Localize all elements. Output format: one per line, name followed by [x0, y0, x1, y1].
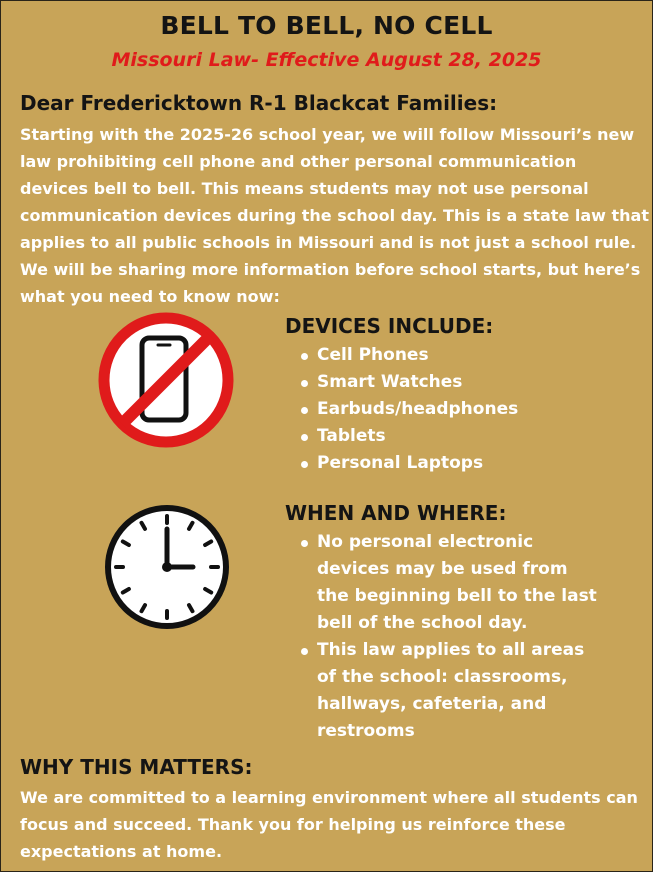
intro-line: what you need to know now:: [20, 287, 280, 306]
page-subtitle: Missouri Law- Effective August 28, 2025: [111, 49, 542, 71]
intro-line: devices bell to bell. This means students may not use personal: [20, 179, 589, 198]
intro-line: law prohibiting cell phone and other personal communication: [20, 152, 577, 171]
intro-line: communication devices during the school day. This is a state law that: [20, 206, 649, 225]
why-line: focus and succeed. Thank you for helping us reinforce these: [20, 815, 566, 834]
intro-line: applies to all public schools in Missouri and is not just a school rule.: [20, 233, 637, 252]
list-item: Smart Watches: [300, 369, 518, 396]
why-line: expectations at home.: [20, 842, 223, 861]
why-title: WHY THIS MATTERS:: [20, 755, 253, 779]
list-item: Earbuds/headphones: [300, 396, 518, 423]
intro-paragraph: [20, 121, 650, 310]
list-item: Cell Phones: [300, 342, 518, 369]
list-item: [300, 637, 597, 745]
list-item: Tablets: [300, 423, 518, 450]
greeting: Dear Fredericktown R-1 Blackcat Families:: [20, 91, 498, 115]
list-item-line: This law applies to all areas: [317, 640, 585, 660]
when-where-list: [300, 529, 597, 745]
page-title: BELL TO BELL, NO CELL: [160, 11, 493, 40]
list-item: [300, 529, 597, 637]
no-phone-icon: [96, 310, 236, 450]
list-item-line: bell of the school day.: [317, 613, 528, 633]
when-where-title: WHEN AND WHERE:: [285, 501, 507, 525]
list-item-line: No personal electronic: [317, 532, 534, 552]
list-item-line: the beginning bell to the last: [317, 586, 597, 606]
list-item-line: restrooms: [317, 721, 415, 741]
devices-title: DEVICES INCLUDE:: [285, 314, 494, 338]
list-item: Personal Laptops: [300, 450, 518, 477]
devices-list: [300, 342, 518, 477]
why-paragraph: [20, 784, 650, 865]
intro-line: We will be sharing more information before school starts, but here’s: [20, 260, 641, 279]
list-item-line: of the school: classrooms,: [317, 667, 568, 687]
intro-line: Starting with the 2025-26 school year, we will follow Missouri’s new: [20, 125, 635, 144]
clock-icon: [101, 501, 233, 633]
list-item-line: hallways, cafeteria, and: [317, 694, 547, 714]
list-item-line: devices may be used from: [317, 559, 568, 579]
why-line: We are committed to a learning environment where all students can: [20, 788, 638, 807]
